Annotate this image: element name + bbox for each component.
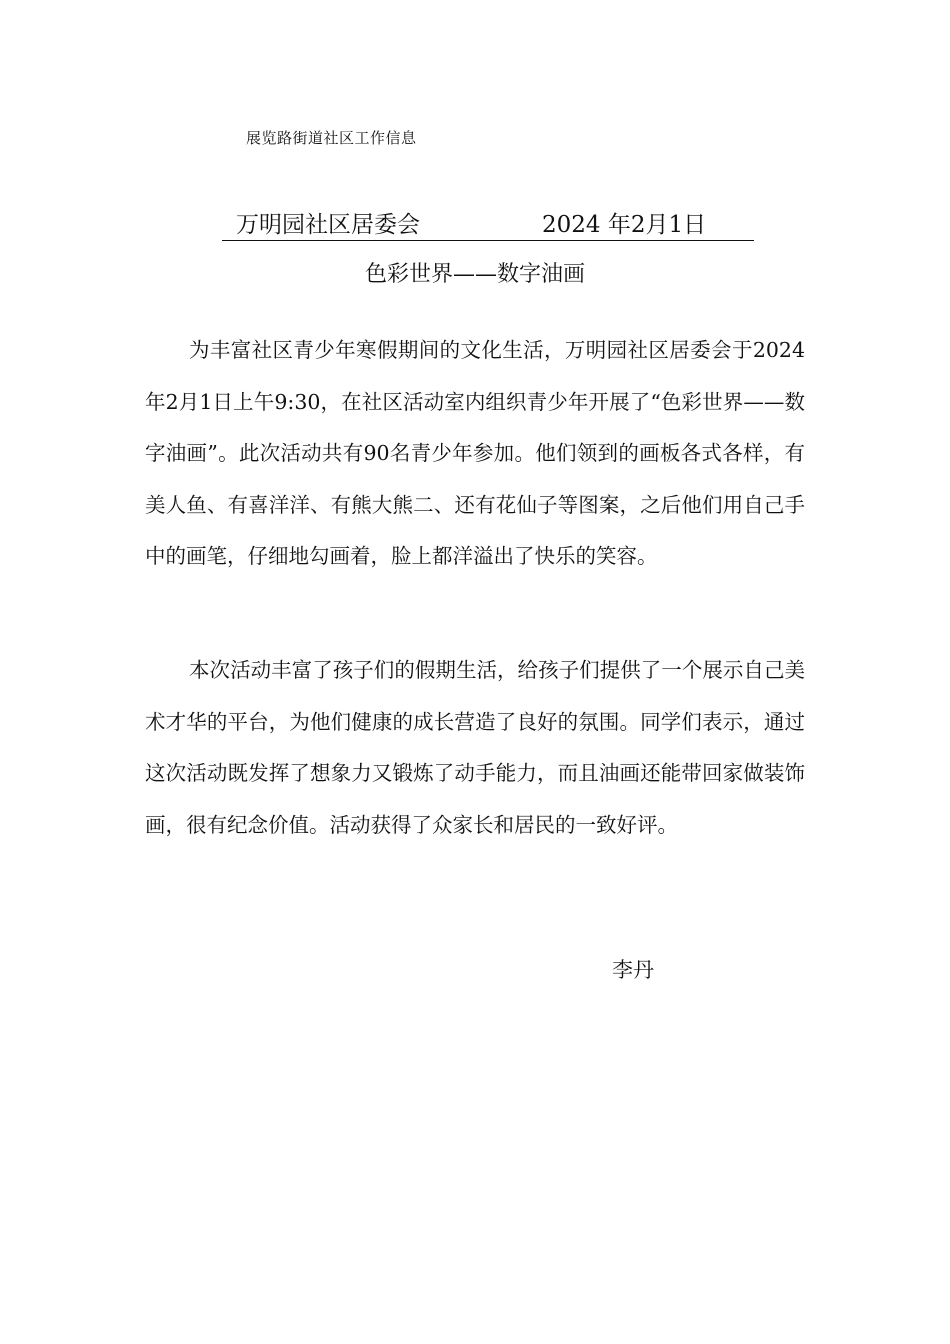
- article-title: 色彩世界——数字油画: [364, 262, 585, 287]
- author-signature: 李丹: [612, 958, 654, 982]
- dateline: [222, 210, 754, 241]
- publish-date: 2024 年2月1日: [542, 212, 707, 238]
- body-paragraph: 为丰富社区青少年寒假期间的文化生活，万明园社区居委会于2024年2月1日上午9:30，在社区活动室内组织青少年开展了“色彩世界——数字油画”。此次活动共有90名青少年参加。他们领到的画板各式各样，有美人鱼、有喜洋洋、有熊大熊二、还有花仙子等图案，之后他们用自己手中的画笔，仔细地勾画着，脸上都洋溢出了快乐的笑容。: [145, 338, 805, 568]
- document-header: 展览路街道社区工作信息: [246, 129, 417, 147]
- organization-name: 万明园社区居委会: [236, 212, 420, 238]
- body-paragraph: 本次活动丰富了孩子们的假期生活，给孩子们提供了一个展示自己美术才华的平台，为他们健康的成长营造了良好的氛围。同学们表示，通过这次活动既发挥了想象力又锻炼了动手能力，而且油画还能带回家做装饰画，很有纪念价值。活动获得了众家长和居民的一致好评。: [145, 658, 805, 837]
